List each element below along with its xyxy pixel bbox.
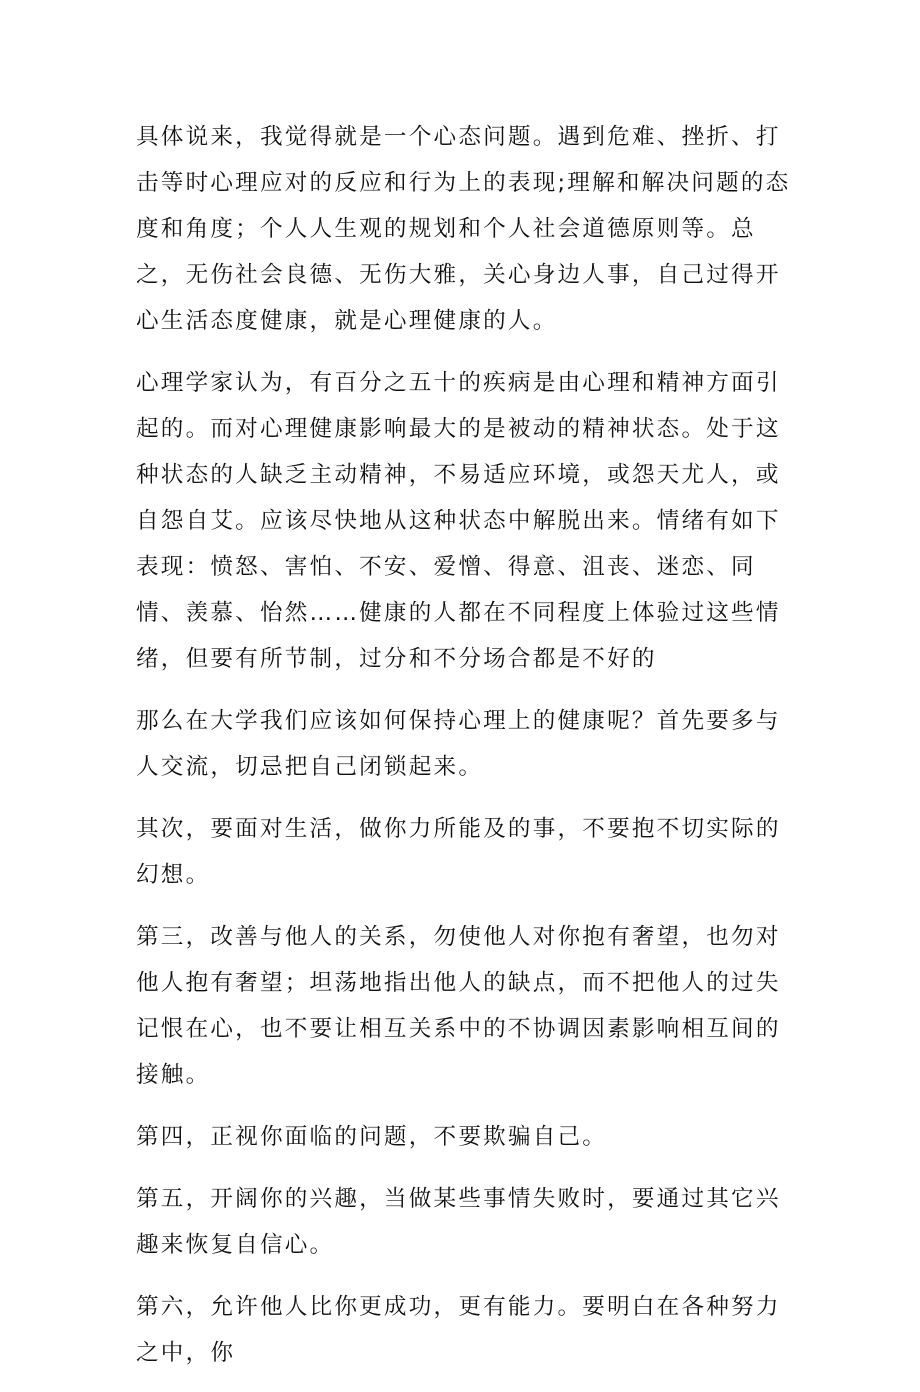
paragraph-mental-attitude: 具体说来，我觉得就是一个心态问题。遇到危难、挫折、打击等时心理应对的反应和行为上的表现;理解和解决问题的态度和角度；个人人生观的规划和个人社会道德原则等。总之，无伤社会良德、无伤大雅，关心身边人事，自己过得开心生活态度健康，就是心理健康的人。 — [136, 124, 791, 334]
paragraph-fifth-point: 第五，开阔你的兴趣，当做某些事情失败时，要通过其它兴趣来恢复自信心。 — [136, 1186, 781, 1258]
document-body — [136, 114, 792, 1392]
paragraph-fourth-point: 第四，正视你面临的问题，不要欺骗自己。 — [136, 1124, 608, 1150]
paragraph-sixth-point: 第六，允许他人比你更成功，更有能力。要明白在各种努力之中，你 — [136, 1294, 781, 1366]
paragraph-third-point: 第三，改善与他人的关系，勿使他人对你抱有奢望，也勿对他人抱有奢望；坦荡地指出他人的缺点，而不把他人的过失记恨在心，也不要让相互关系中的不协调因素影响相互间的接触。 — [136, 924, 781, 1088]
paragraph-how-to-stay-healthy: 那么在大学我们应该如何保持心理上的健康呢？首先要多与人交流，切忌把自己闭锁起来。 — [136, 708, 781, 780]
paragraph-psychologist-view: 心理学家认为，有百分之五十的疾病是由心理和精神方面引起的。而对心理健康影响最大的是被动的精神状态。处于这种状态的人缺乏主动精神，不易适应环境，或怨天尤人，或自怨自艾。应该尽快地从这种状态中解脱出来。情绪有如下表现：愤怒、害怕、不安、爱憎、得意、沮丧、迷恋、同情、羡慕、怡然……健康的人都在不同程度上体验过这些情绪，但要有所节制，过分和不分场合都是不好的 — [136, 370, 781, 672]
paragraph-second-point: 其次，要面对生活，做你力所能及的事，不要抱不切实际的幻想。 — [136, 816, 781, 888]
